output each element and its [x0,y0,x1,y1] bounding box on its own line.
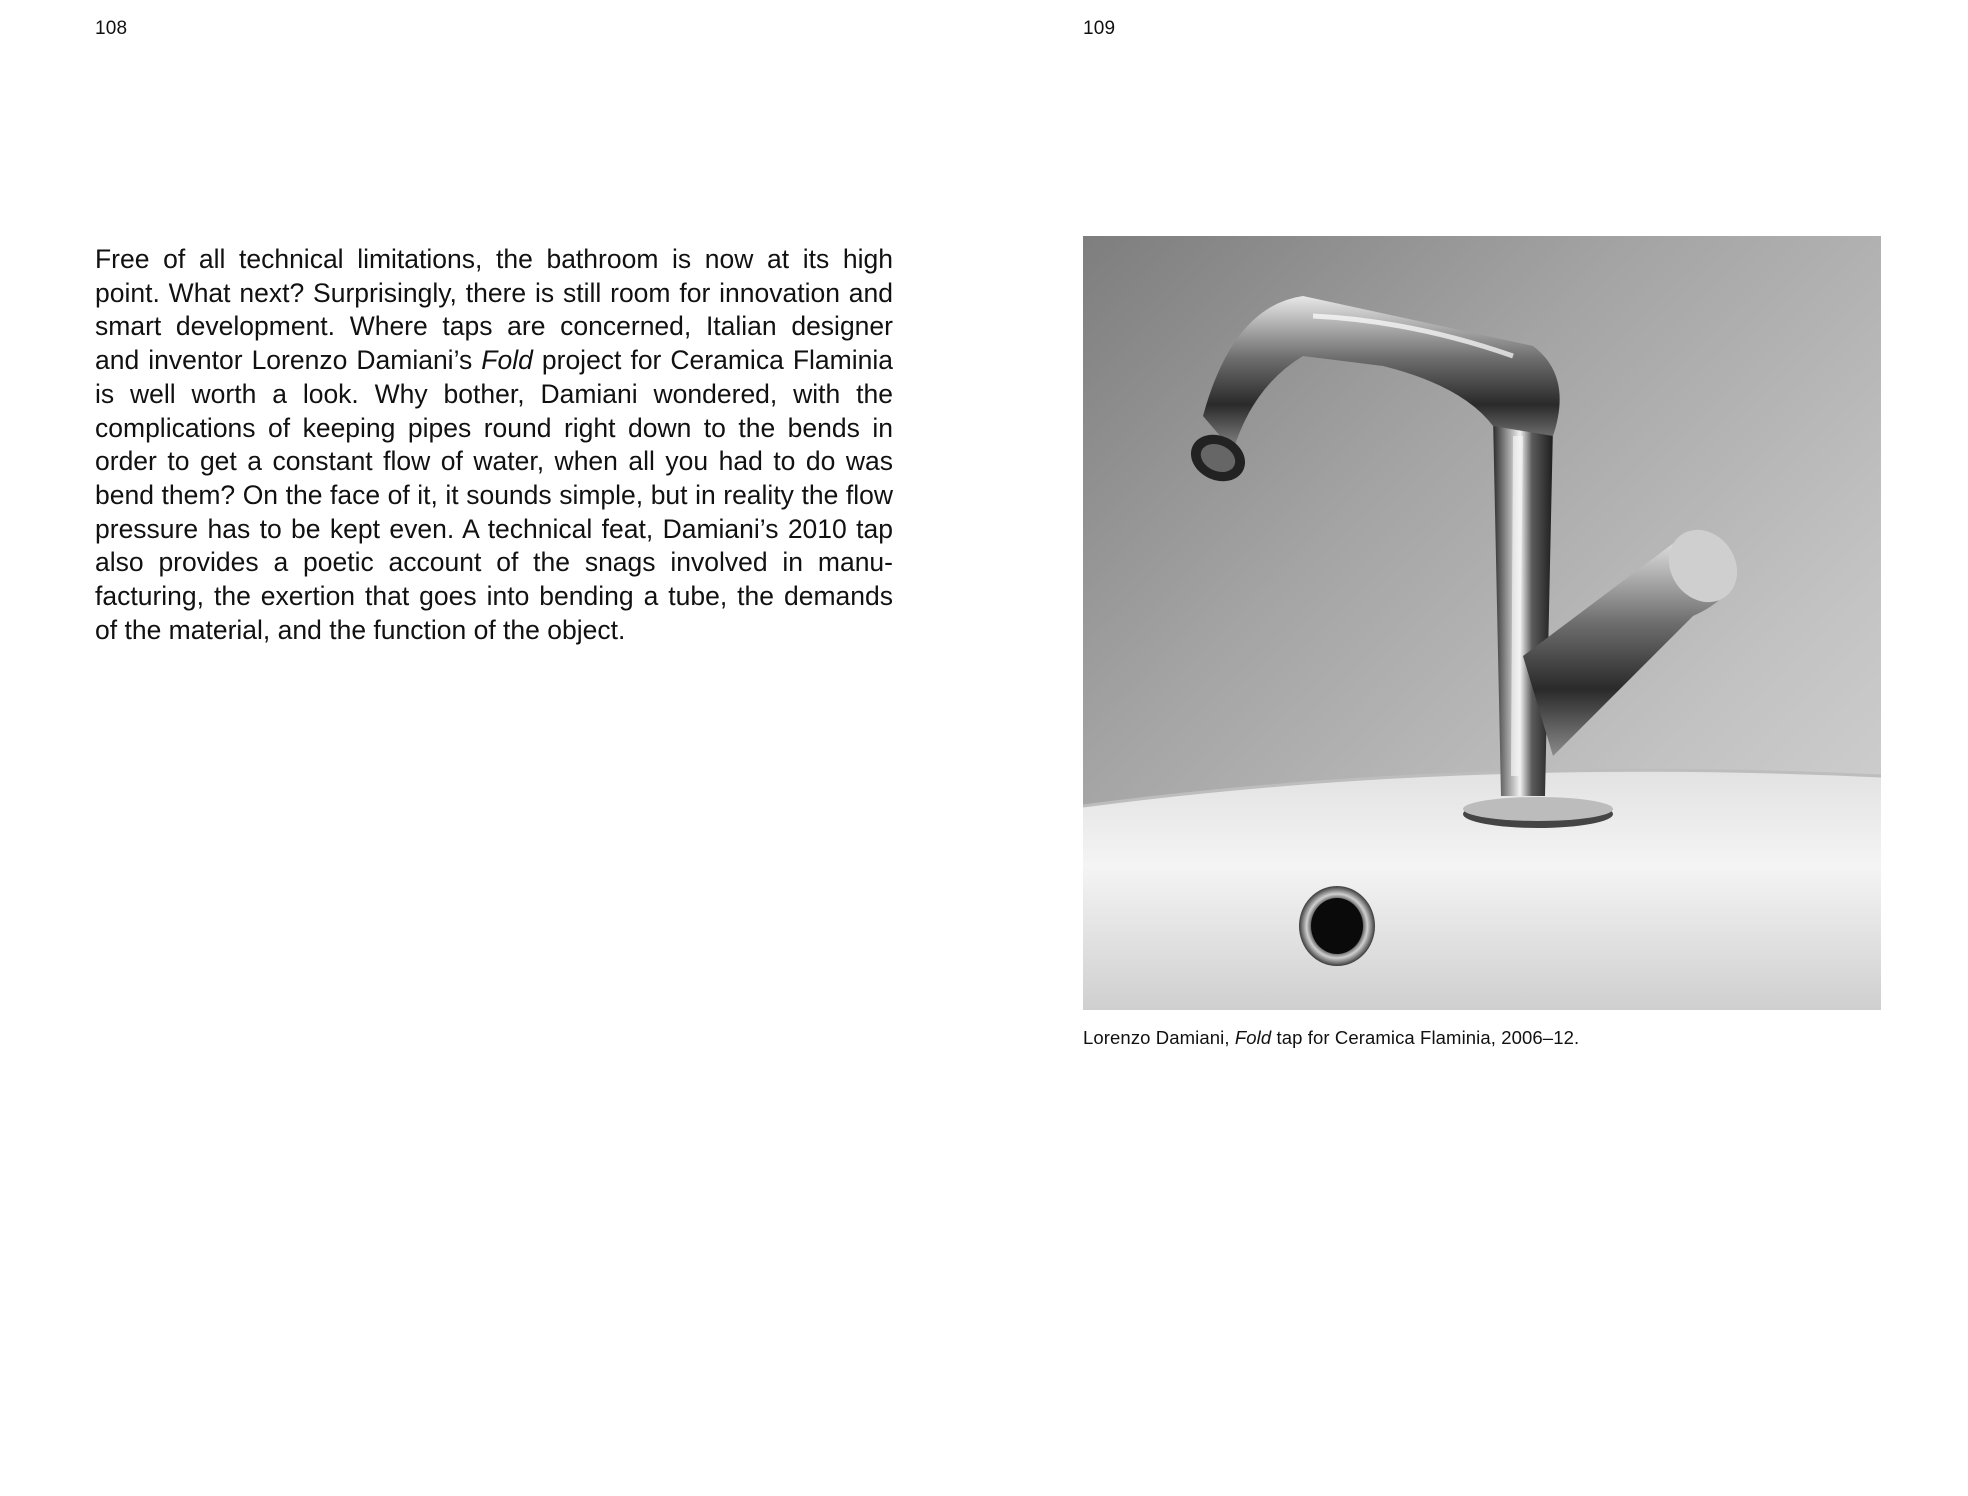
caption-italic-title: Fold [1234,1027,1272,1048]
photo-caption [1083,1027,1579,1049]
tap-photograph [1083,236,1881,1010]
body-text-part-1: Free of all technical limitations, the bathroom is now at its high point. What next? Surprisingly, there is still room for innovation and smart development. Where taps are concerned, Italian designer and inventor Lorenzo Damiani’s [95,244,893,376]
page-number-right: 109 [1083,18,1116,39]
body-paragraph [95,243,893,647]
caption-part-2: tap for Ceramica Flaminia, 2006–12. [1271,1027,1580,1048]
page-number-left: 108 [95,18,128,39]
body-text-part-2: project for Ceramica Flaminia is well worth a look. Why bother, Damiani wondered, with the complications of keeping pipes round right down to the bends in order to get a constant flow of water, when all you had to do was bend them? On the face of it, it sounds simple, but in reality the flow pressure has to be kept even. A technical feat, Damiani’s 2010 tap also provides a poetic account of the snags involved in manufacturing, the exertion that goes into bending a tube, the demands of the material, and the function of the object. [95,345,893,645]
caption-part-1: Lorenzo Damiani, [1083,1027,1235,1048]
body-text-italic-title: Fold [481,345,533,376]
